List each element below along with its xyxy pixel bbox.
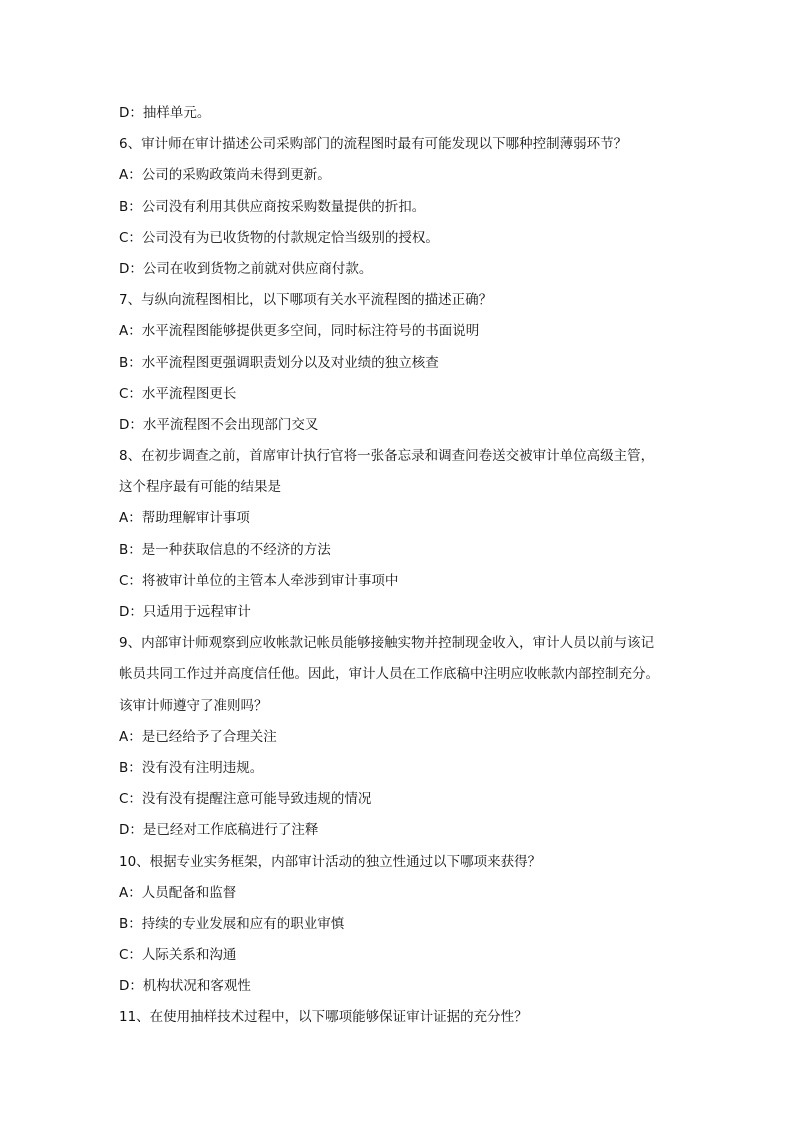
question-8-continued: 这个程序最有可能的结果是 [119, 479, 281, 496]
option-d-q9: D：是已经对工作底稿进行了注释 [119, 822, 319, 839]
option-d-q8: D：只适用于远程审计 [119, 604, 251, 620]
option-b-q8: B：是一种获取信息的不经济的方法 [119, 541, 331, 558]
document-body [119, 101, 679, 1037]
option-d-q5: D：抽样单元。 [119, 105, 211, 121]
option-b-q7: B：水平流程图更强调职责划分以及对业绩的独立核查 [119, 354, 439, 371]
question-11: 11、在使用抽样技术过程中，以下哪项能够保证审计证据的充分性？ [119, 1009, 528, 1026]
question-10: 10、根据专业实务框架，内部审计活动的独立性通过以下哪项来获得？ [119, 853, 542, 870]
question-9-continued-2: 该审计师遵守了准则吗？ [119, 697, 268, 714]
question-7: 7、与纵向流程图相比，以下哪项有关水平流程图的描述正确？ [119, 292, 493, 309]
option-c-q6: C：公司没有为已收货物的付款规定恰当级别的授权。 [119, 229, 439, 246]
option-b-q10: B：持续的专业发展和应有的职业审慎 [119, 915, 345, 932]
option-d-q7: D：水平流程图不会出现部门交叉 [119, 416, 319, 433]
option-a-q9: A：是已经给予了合理关注 [119, 728, 277, 745]
option-a-q7: A：水平流程图能够提供更多空间，同时标注符号的书面说明 [119, 323, 480, 340]
option-c-q10: C：人际关系和沟通 [119, 947, 237, 964]
option-d-q6: D：公司在收到货物之前就对供应商付款。 [119, 260, 373, 277]
option-a-q6: A：公司的采购政策尚未得到更新。 [119, 167, 331, 184]
option-b-q9: B：没有没有注明违规。 [119, 759, 264, 776]
question-9: 9、内部审计师观察到应收帐款记帐员能够接触实物并控制现金收入，审计人员以前与该记 [119, 635, 655, 652]
question-9-continued-1: 帐员共同工作过并高度信任他。因此，审计人员在工作底稿中注明应收帐款内部控制充分。 [119, 666, 659, 683]
option-c-q8: C：将被审计单位的主管本人牵涉到审计事项中 [119, 572, 399, 589]
option-c-q9: C：没有没有提醒注意可能导致违规的情况 [119, 791, 372, 808]
question-6: 6、审计师在审计描述公司采购部门的流程图时最有可能发现以下哪种控制薄弱环节？ [119, 136, 628, 153]
option-c-q7: C：水平流程图更长 [119, 385, 237, 402]
option-d-q10: D：机构状况和客观性 [119, 978, 251, 995]
option-a-q10: A：人员配备和监督 [119, 884, 237, 901]
option-b-q6: B：公司没有利用其供应商按采购数量提供的折扣。 [119, 198, 426, 215]
option-a-q8: A：帮助理解审计事项 [119, 510, 250, 527]
question-8: 8、在初步调查之前，首席审计执行官将一张备忘录和调查问卷送交被审计单位高级主管， [119, 448, 655, 465]
